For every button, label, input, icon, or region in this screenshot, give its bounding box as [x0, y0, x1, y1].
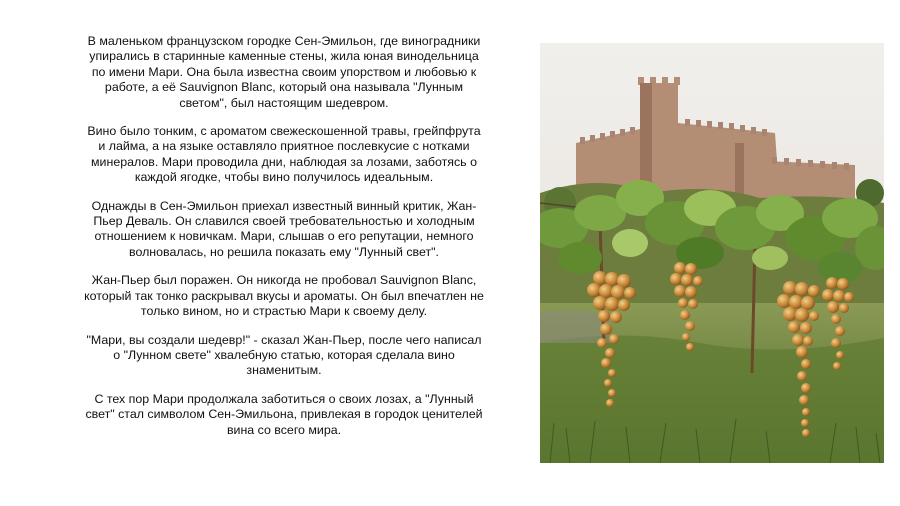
- story-paragraph-3: Однажды в Сен-Эмильон приехал известный винный критик, Жан-Пьер Деваль. Он славился своей требовательностью и холодным отношением к новичкам. Мари, слышав о его репутации, немного волновалась, но решила показать ему "Лунный свет".: [91, 198, 477, 259]
- story-paragraph-5: "Мари, вы создали шедевр!" - сказал Жан-Пьер, после чего написал о "Лунном свете" хвалебную статью, которая сделала вино знаменитым.: [86, 332, 482, 378]
- vineyard-castle-photo: [540, 43, 884, 463]
- story-text: [84, 34, 484, 451]
- story-paragraph-4: Жан-Пьер был поражен. Он никогда не пробовал Sauvignon Blanc, который так тонко раскрывал вкусы и ароматы. Он был впечатлен не только вином, но и страстью Мари к своему делу.: [84, 273, 484, 319]
- story-paragraph-6: С тех пор Мари продолжала заботиться о своих лозах, а "Лунный свет" стал символом Сен-Эмильона, привлекая в городок ценителей вина со всего мира.: [85, 391, 483, 437]
- story-paragraph-1: В маленьком французском городке Сен-Эмильон, где виноградники упирались в старинные каменные стены, жила юная винодельница по имени Мари. Она была известна своим упорством и любовью к работе, а её Sauvignon Blanc, который она называла "Лунным светом", был настоящим шедевром.: [87, 34, 481, 110]
- story-paragraph-2: Вино было тонким, с ароматом свежескошенной травы, грейпфрута и лайма, а на языке оставляло приятное послевкусие с нотками минералов. Мари проводила дни, наблюдая за лозами, заботясь о каждой ягодке, чтобы вино получилось идеальным.: [87, 124, 481, 185]
